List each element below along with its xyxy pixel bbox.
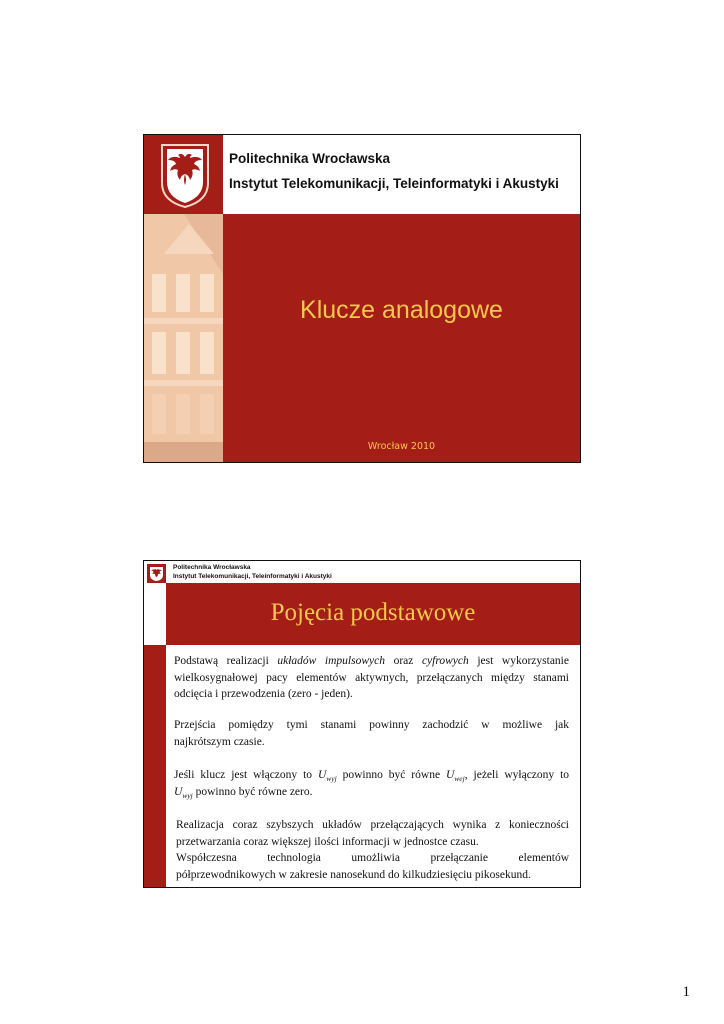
place-year: Wrocław 2010	[367, 441, 436, 452]
paragraph-3	[174, 767, 569, 800]
presentation-title: Klucze analogowe	[300, 296, 503, 324]
paragraph-line: przetwarzania coraz większej ilości informacji w jednostce czasu.	[176, 835, 479, 848]
paragraph-line: Współczesna technologia umożliwia przełączanie elementów	[176, 852, 569, 864]
content-slide	[143, 560, 581, 888]
university-name: Politechnika Wrocławska	[173, 564, 251, 571]
title-slide	[143, 134, 581, 463]
title-slide-header	[223, 135, 580, 214]
paragraph-line: Podstawą realizacji układów impulsowych oraz cyfrowych jest wykorzystanie	[174, 655, 569, 667]
paragraph-line: Jeśli klucz jest włączony to $U_{wyj}$ powinno być równe $U_{wej}$, jeżeli wyłączony to	[174, 769, 570, 783]
paragraph-line: Przejścia pomiędzy tymi stanami powinny zachodzić w możliwe jak	[174, 719, 569, 731]
slide-title: Pojęcia podstawowe	[270, 599, 476, 626]
paragraph-1	[174, 653, 569, 703]
institute-name: Instytut Telekomunikacji, Teleinformatyki i Akustyki	[229, 176, 559, 191]
page-number: 1	[682, 984, 690, 1000]
institute-name: Instytut Telekomunikacji, Teleinformatyki i Akustyki	[173, 573, 332, 580]
slide-title-bar	[166, 583, 580, 645]
title-slide-sidebar	[144, 135, 223, 462]
paragraph-2	[174, 717, 569, 750]
paragraph-line: półprzewodnikowych w zakresie nanosekund do kilkudziesięciu pikosekund.	[176, 868, 531, 881]
title-slide-main	[223, 214, 580, 462]
eagle-crest-logo	[158, 143, 212, 209]
paragraph-4	[176, 817, 569, 883]
building-facade-image	[144, 214, 223, 462]
paragraph-line: wielkosygnałowej pacy elementów aktywnych, przełączanych między stanami	[174, 671, 569, 684]
paragraph-line: najkrótszym czasie.	[174, 735, 265, 748]
paragraph-line: Realizacja coraz szybszych układów przełączających wynika z konieczności	[176, 819, 569, 831]
paragraph-line: $U_{wyj}$ powinno być równe zero.	[174, 785, 313, 800]
eagle-crest-logo	[147, 564, 166, 583]
university-name: Politechnika Wrocławska	[229, 151, 391, 166]
paragraph-line: odcięcia i przewodzenia (zero - jeden).	[174, 688, 353, 700]
slide-left-bar	[144, 645, 166, 887]
slide-body	[166, 645, 580, 887]
